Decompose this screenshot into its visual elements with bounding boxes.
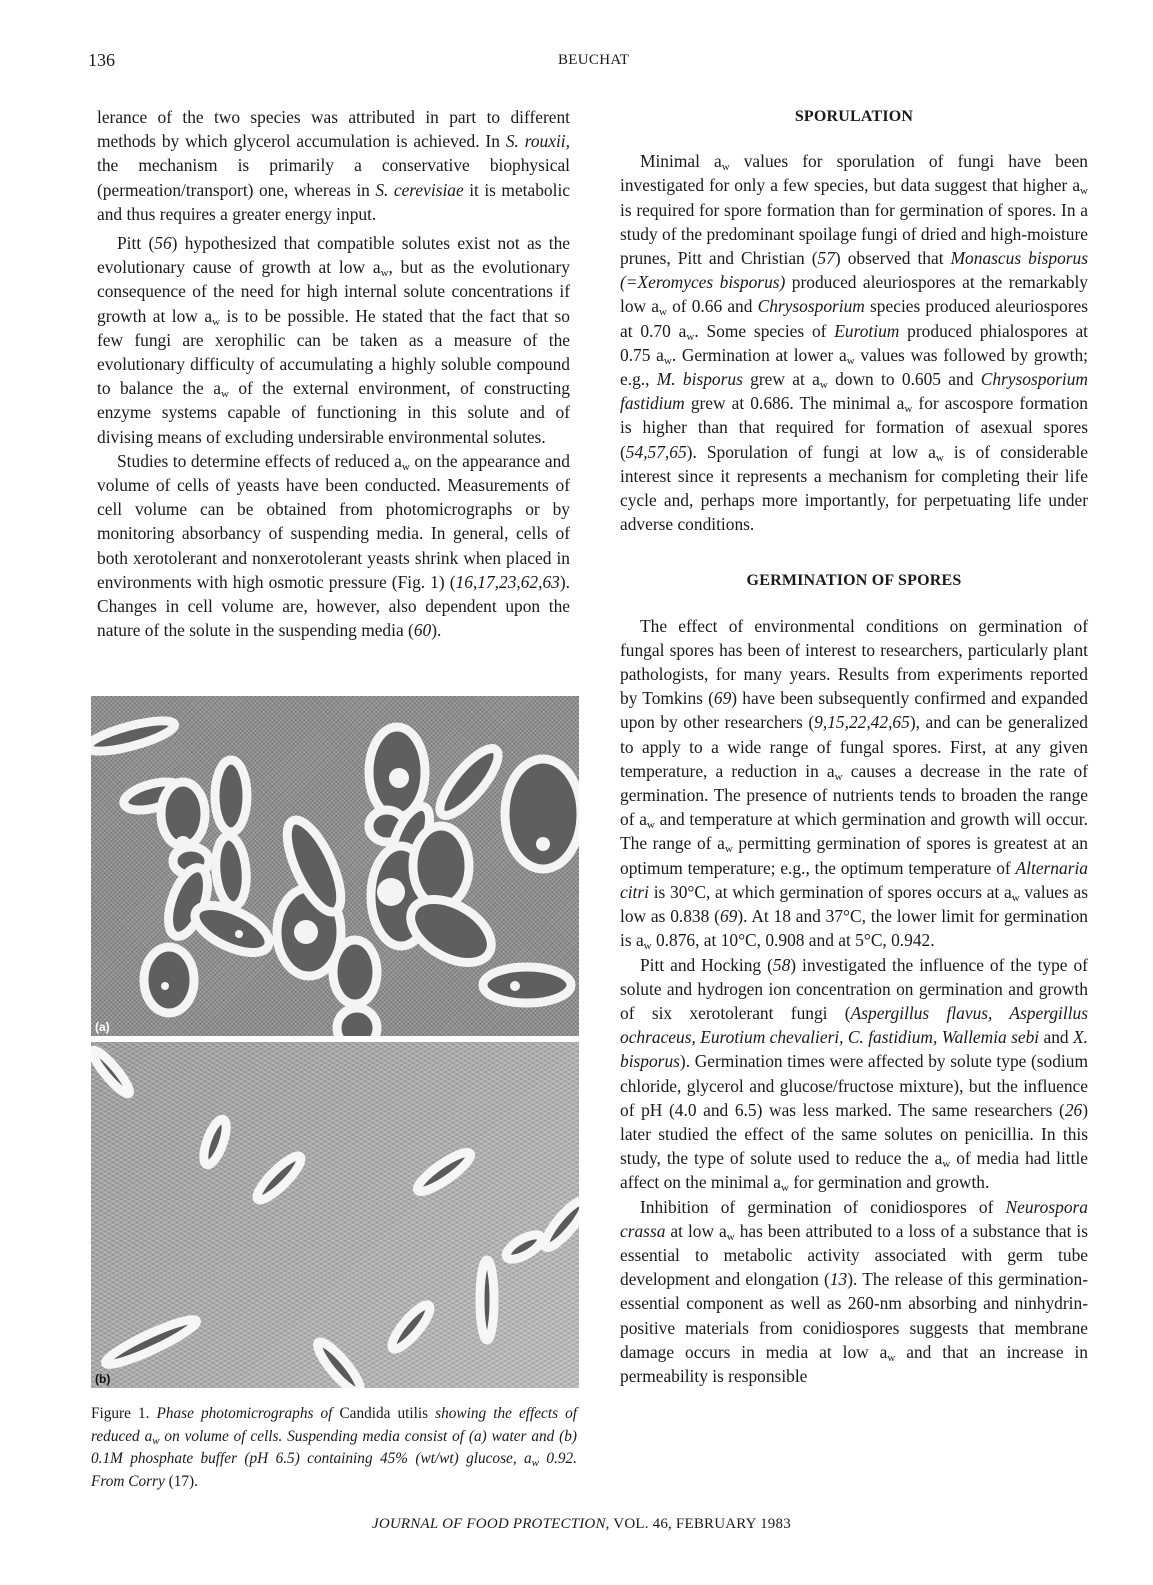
- journal-footer: JOURNAL OF FOOD PROTECTION, VOL. 46, FEBRUARY 1983: [372, 1516, 791, 1532]
- photomicrograph-b: [91, 1042, 579, 1388]
- running-head: BEUCHAT: [558, 52, 630, 68]
- panel-label-b: (b): [95, 1372, 111, 1386]
- citation: 54,57,65: [625, 441, 687, 462]
- paragraph: Studies to determine effects of reduced $a_w$ on the appearance and volume of cells of yeasts have been conducted. Measurements of cell volume can be obtained from photomicrographs or by monitoring absorbancy of suspending media. In general, cells of both xerotolerant and nonxerotolerant yeasts shrink when placed in environments with high osmotic pressure (Fig. 1) (16,17,23,62,63). Changes in cell volume are, however, also dependent upon the nature of the solute in the suspending media (60).: [97, 450, 570, 641]
- citation: 69: [713, 688, 732, 709]
- citation: 13: [829, 1269, 848, 1290]
- yeast-cells-glucose: [91, 1042, 579, 1388]
- panel-label-a: (a): [95, 1020, 110, 1034]
- figure-1: [91, 696, 579, 1388]
- paragraph: lerance of the two species was attributed in part to different methods by which glycerol accumulation is achieved. In S. rouxii, the mechanism is primarily a conservative biophysical (permeation/transport) one, whereas in S. cerevisiae it is metabolic and thus requires a greater energy input.: [97, 107, 570, 224]
- paragraph: Pitt and Hocking (58) investigated the influence of the type of solute and hydrogen ion concentration on germination and growth of six xerotolerant fungi (Aspergillus flavus, Aspergillus ochraceus, Eurotium chevalieri, C. fastidium, Wallemia sebi and X. bisporus). Germination times were affected by solute type (sodium chloride, glycerol and glucose/fructose mixture), but the influence of pH (4.0 and 6.5) was less marked. The same researchers (26) later studied the effect of the same solutes on penicillia. In this study, the type of solute used to reduce the $a_w$ of media had little affect on the minimal $a_w$ for germination and growth.: [620, 954, 1089, 1195]
- yeast-cells-water: [91, 696, 579, 1036]
- section-heading-germination: GERMINATION OF SPORES: [746, 572, 962, 590]
- paragraph: Minimal $a_w$ values for sporulation of fungi have been investigated for only a few species, but data suggest that higher $a_w$ is required for spore formation than for germination of spores. In a study of the predominant spoilage fungi of dried and high-moisture prunes, Pitt and Christian (57) observed that Monascus bisporus (=Xeromyces bisporus) produced aleuriospores at the remarkably low $a_w$ of 0.66 and Chrysosporium species produced aleuriospores at 0.70 $a_w$. Some species of Eurotium produced phialospores at 0.75 $a_w$. Germination at lower $a_w$ values was followed by growth; e.g., M. bisporus grew at $a_w$ down to 0.605 and Chrysosporium fastidium grew at 0.686. The minimal $a_w$ for ascospore formation is higher than that required for formation of asexual spores (54,57,65). Sporulation of fungi at low $a_w$ is of considerable interest since it represents a mechanism for completing their life cycle and, perhaps more importantly, for perpetuating life under adverse conditions.: [620, 151, 1089, 535]
- citation: 56: [154, 233, 172, 254]
- right-column: [620, 105, 1088, 1388]
- citation: 16,17,23,62,63: [455, 571, 560, 592]
- paragraph: Pitt (56) hypothesized that compatible solutes exist not as the evolutionary cause of growth at low $a_w$, but as the evolutionary consequence of the need for high internal solute concentrations if growth at low $a_w$ is to be possible. He stated that the fact that so few fungi are xerophilic can be taken as a measure of the evolutionary difficulty of accumulating a highly soluble compound to balance the $a_w$ of the external environment, of constructing enzyme systems capable of functioning in this solute and of divising means of excluding undersirable environmental solutes.: [97, 233, 570, 447]
- left-column: [97, 105, 570, 642]
- section-heading-sporulation: SPORULATION: [794, 108, 914, 125]
- citation: 26: [1064, 1099, 1083, 1120]
- citation: 69: [719, 906, 738, 927]
- paragraph: Inhibition of germination of conidiospores of Neurospora crassa at low $a_w$ has been attributed to a loss of a substance that is essential to metabolic activity associated with germ tube development and elongation (13). The release of this germination-essential component as well as 260-nm absorbing and ninhydrin-positive materials from conidiospores suggests that membrane damage occurs in media at low $a_w$ and that an increase in permeability is responsible: [620, 1196, 1089, 1386]
- citation: 58: [772, 954, 791, 975]
- citation: 57: [817, 248, 835, 269]
- page-number: 136: [88, 50, 115, 70]
- paragraph: The effect of environmental conditions on germination of fungal spores has been of interest to researchers, particularly plant pathologists, for many years. Results from experiments reported by Tomkins (69) have been subsequently confirmed and expanded upon by other researchers (9,15,22,42,65), and can be generalized to apply to a wide range of fungal spores. First, at any given temperature, a reduction in $a_w$ causes a decrease in the rate of germination. The presence of nutrients tends to broaden the range of $a_w$ and temperature at which germination and growth will occur. The range of $a_w$ permitting germination of spores is greatest at an optimum temperature; e.g., the optimum temperature of Alternaria citri is 30°C, at which germination of spores occurs at $a_w$ values as low as 0.838 (69). At 18 and 37°C, the lower limit for germination is $a_w$ 0.876, at 10°C, 0.908 and at 5°C, 0.942.: [620, 615, 1088, 953]
- photomicrograph-a: [91, 696, 579, 1036]
- citation: 60: [413, 620, 432, 641]
- figure-caption: Figure 1. Phase photomicrographs of Candida utilis showing the effects of reduced $a_w$ on volume of cells. Suspending media consist of (a) water and (b) 0.1M phosphate buffer (pH 6.5) containing 45% (wt/wt) glucose, $a_w$ 0.92. From Corry (17).: [91, 1405, 577, 1490]
- citation: 9,15,22,42,65: [814, 712, 910, 733]
